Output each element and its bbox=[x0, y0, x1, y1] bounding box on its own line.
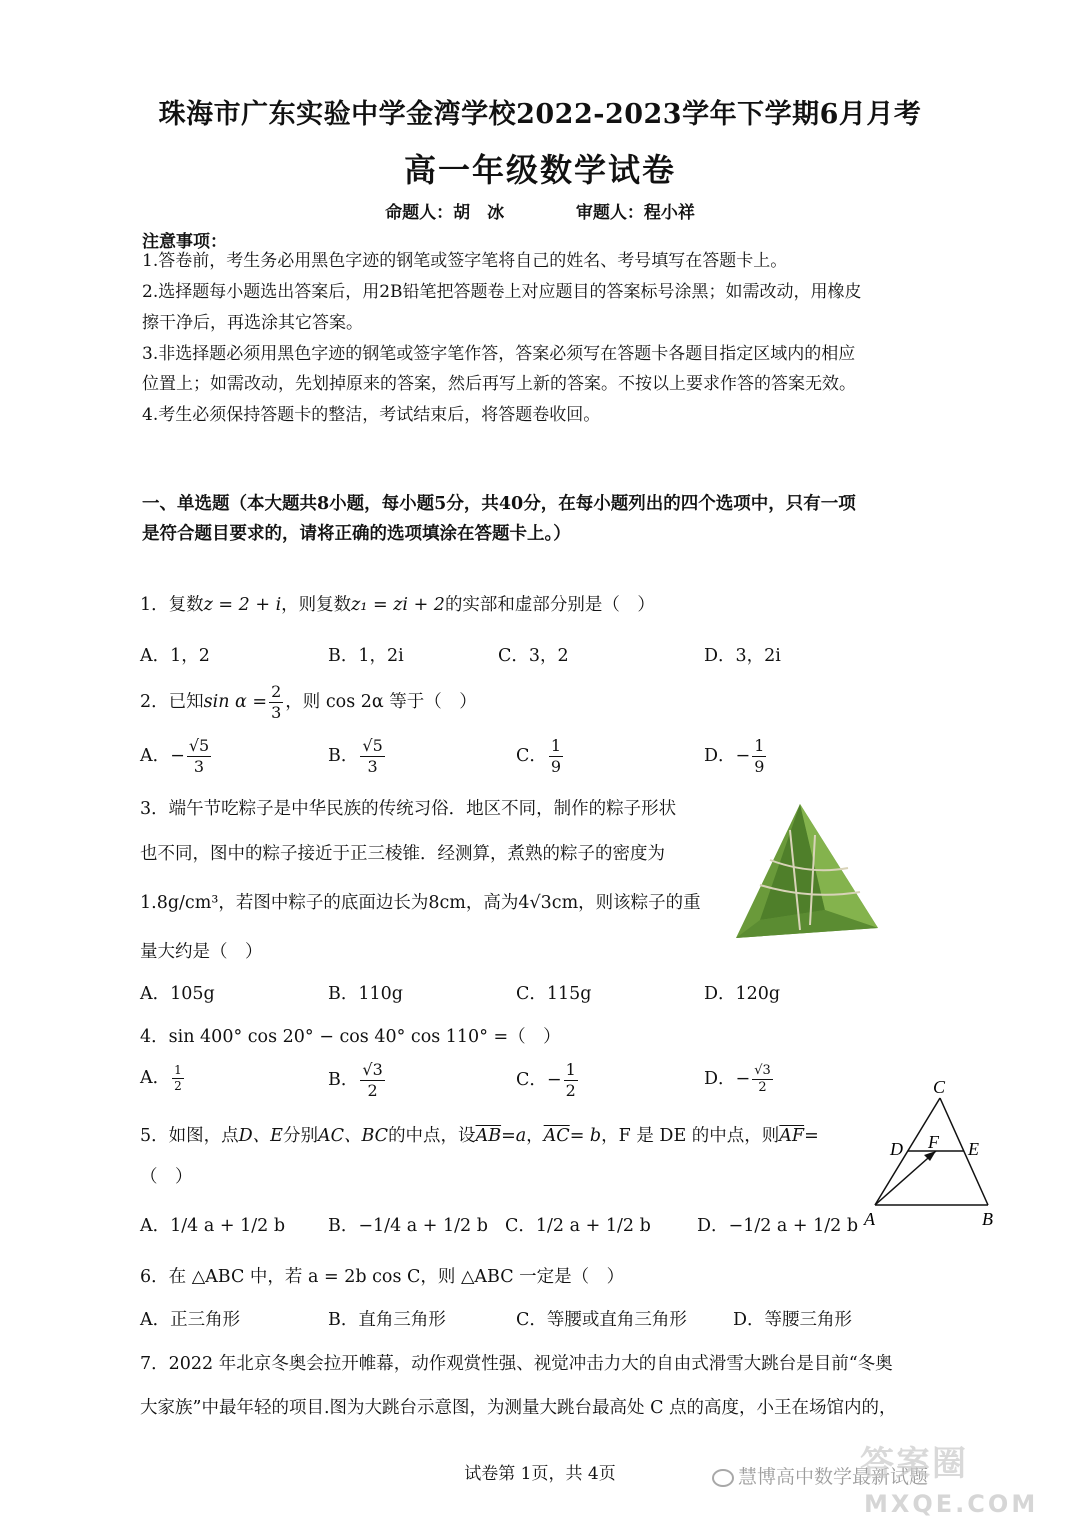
q5-option-a: A．1/4 a + 1/2 b bbox=[140, 1216, 286, 1236]
notice-line-2: 2.选择题每小题选出答案后，用2B铅笔把答题卷上对应题目的答案标号涂黑；如需改动，用橡皮 bbox=[142, 282, 862, 302]
notice-heading: 注意事项： bbox=[142, 232, 227, 252]
author-line bbox=[0, 198, 1080, 223]
q4-option-d: D．− $\frac{√3}{2}$ bbox=[704, 1063, 771, 1095]
q5-option-b: B．−1/4 a + 1/2 b bbox=[328, 1216, 488, 1236]
question-3-line-4: 量大约是（ ） bbox=[140, 942, 263, 962]
label-d: D bbox=[890, 1139, 903, 1159]
q6-option-a: A．正三角形 bbox=[140, 1310, 241, 1330]
question-6: 6．在 △ABC 中，若 a = 2b cos C，则 △ABC 一定是（ ） bbox=[140, 1267, 625, 1287]
question-1: 1．复数z = 2 + i，则复数z₁ = zi + 2的实部和虚部分别是（ ） bbox=[140, 595, 655, 615]
q4-option-a: A． $\frac{1}{2}$ bbox=[140, 1063, 182, 1093]
notice-line-6: 4.考生必须保持答题卡的整洁，考试结束后，将答题卷收回。 bbox=[142, 405, 601, 425]
q1-option-b: B．1，2i bbox=[328, 646, 404, 666]
label-c: C bbox=[933, 1078, 946, 1097]
exam-subtitle: 高一年级数学试卷 bbox=[403, 151, 676, 189]
q1-option-d: D．3，2i bbox=[704, 646, 781, 666]
q2-option-d: D．− $\frac{1}{9}$ bbox=[704, 736, 765, 776]
fraction: $\frac{2}{3}$ bbox=[271, 682, 282, 722]
watermark-url: MXQE.COM bbox=[864, 1490, 1039, 1518]
watermark bbox=[712, 1440, 1042, 1520]
watermark-logo: 答案圈 bbox=[860, 1444, 968, 1484]
q3-option-b: B．110g bbox=[328, 984, 403, 1004]
q6-option-d: D．等腰三角形 bbox=[733, 1310, 853, 1330]
q3-option-d: D．120g bbox=[704, 984, 781, 1004]
question-3-line-3: 1.8g/cm³，若图中粽子的底面边长为8cm，高为4√3cm，则该粽子的重 bbox=[140, 893, 701, 913]
notice-line-4: 3.非选择题必须用黑色字迹的钢笔或签字笔作答，答案必须写在答题卡各题目指定区域内的相应 bbox=[142, 344, 856, 364]
q4-option-c: C．− $\frac{1}{2}$ bbox=[516, 1060, 576, 1100]
label-e: E bbox=[968, 1139, 979, 1159]
zongzi-image bbox=[730, 800, 880, 942]
notice-line-5: 位置上；如需改动，先划掉原来的答案，然后再写上新的答案。不按以上要求作答的答案无效。 bbox=[142, 374, 856, 394]
question-4: 4．sin 400° cos 20° − cos 40° cos 110° =（ ） bbox=[140, 1027, 561, 1047]
author: 命题人：胡 冰 bbox=[385, 203, 505, 223]
q2-option-c: C． $\frac{1}{9}$ bbox=[516, 736, 562, 776]
notice-line-1: 1.答卷前，考生务必用黑色字迹的钢笔或签字笔将自己的姓名、考号填写在答题卡上。 bbox=[142, 251, 788, 271]
q1-option-c: C．3，2 bbox=[498, 646, 569, 666]
question-3-line-1: 3．端午节吃粽子是中华民族的传统习俗．地区不同，制作的粽子形状 bbox=[140, 799, 677, 819]
q6-option-b: B．直角三角形 bbox=[328, 1310, 446, 1330]
q4-option-b: B． $\frac{√3}{2}$ bbox=[328, 1060, 383, 1100]
section-heading-line-1: 一、单选题（本大题共8小题，每小题5分，共40分，在每小题列出的四个选项中，只有一项 bbox=[142, 494, 856, 514]
q3-option-a: A．105g bbox=[140, 984, 215, 1004]
q3-option-c: C．115g bbox=[516, 984, 592, 1004]
watermark-text: 慧博高中数学最新试题 bbox=[712, 1462, 928, 1489]
question-7-line-1: 7．2022 年北京冬奥会拉开帷幕，动作观赏性强、视觉冲击力大的自由式滑雪大跳台是目前“冬奥 bbox=[140, 1354, 893, 1374]
question-5-paren: （ ） bbox=[140, 1167, 193, 1187]
notice-line-3: 擦干净后，再选涂其它答案。 bbox=[142, 313, 363, 333]
page-footer: 试卷第 1页，共 4页 bbox=[464, 1464, 616, 1484]
label-a: A bbox=[864, 1209, 875, 1228]
question-7-line-2: 大家族”中最年轻的项目.图为大跳台示意图，为测量大跳台最高处 C 点的高度，小王在场馆内的， bbox=[140, 1398, 897, 1418]
q1-option-a: A．1，2 bbox=[140, 646, 210, 666]
label-b: B bbox=[982, 1209, 993, 1228]
q2-option-a: A．− $\frac{√5}{3}$ bbox=[140, 736, 210, 776]
exam-title: 珠海市广东实验中学金湾学校2022-2023学年下学期6月月考 bbox=[158, 99, 922, 130]
question-2: 2．已知sin α = $\frac{2}{3}$ ，则 cos 2α 等于（ ） bbox=[140, 682, 477, 722]
q2-option-b: B． $\frac{√5}{3}$ bbox=[328, 736, 383, 776]
q5-option-d: D．−1/2 a + 1/2 b bbox=[697, 1216, 859, 1236]
section-heading-line-2: 是符合题目要求的，请将正确的选项填涂在答题卡上。） bbox=[142, 524, 571, 544]
label-f: F bbox=[928, 1132, 939, 1152]
q5-option-c: C．1/2 a + 1/2 b bbox=[505, 1216, 651, 1236]
q6-option-c: C．等腰或直角三角形 bbox=[516, 1310, 687, 1330]
triangle-figure bbox=[860, 1078, 1010, 1228]
question-5: 5．如图，点D、E分别AC、BC的中点，设$\overline{AB}=a$，$\overline{AC}= b$，F 是 DE 的中点，则$\overline{AF}=$ bbox=[140, 1126, 819, 1146]
wechat-icon bbox=[712, 1469, 734, 1487]
reviewer: 审题人：程小祥 bbox=[575, 203, 695, 223]
question-3-line-2: 也不同，图中的粽子接近于正三棱锥．经测算，煮熟的粽子的密度为 bbox=[140, 844, 665, 864]
